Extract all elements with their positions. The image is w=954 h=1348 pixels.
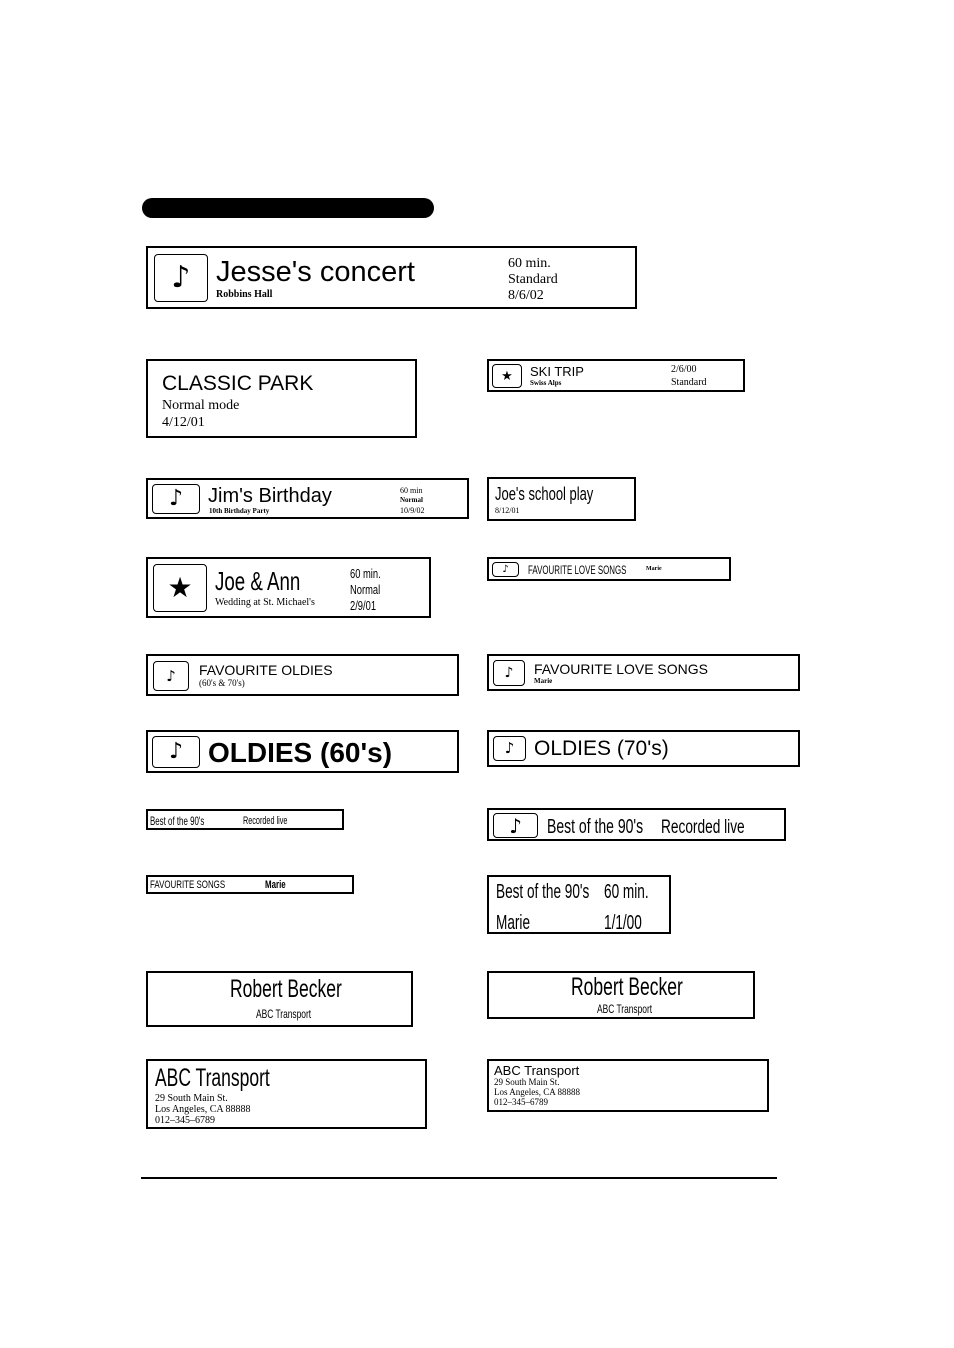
label-abc-transport [146, 1059, 427, 1129]
label-best-of-90s-two-line [487, 875, 671, 934]
label-title: Robert Becker [230, 975, 342, 1003]
star-icon: ★ [492, 364, 522, 388]
label-favourite-oldies [146, 654, 459, 696]
label-mode: Normal [350, 582, 381, 597]
label-oldies-60s [146, 730, 459, 773]
music-note-icon: ♪ [152, 736, 200, 768]
label-mode: Normal [400, 496, 423, 504]
label-subtitle: 8/12/01 [495, 506, 520, 515]
label-subtitle: Swiss Alps [530, 379, 562, 387]
address-phone: 012–345–6789 [155, 1115, 215, 1126]
label-oldies-70s [487, 730, 800, 767]
label-date: 8/6/02 [508, 288, 544, 303]
label-name: Marie [496, 912, 531, 934]
label-jims-birthday [146, 478, 469, 519]
label-favourite-love-songs [487, 654, 800, 691]
label-title: Robert Becker [571, 973, 683, 1001]
address-line-2: Los Angeles, CA 88888 [155, 1104, 251, 1115]
label-title: Joe's school play [495, 484, 594, 504]
label-robert-becker-2 [487, 971, 755, 1019]
footer-rule [141, 1177, 777, 1179]
label-mode: Normal mode [162, 398, 240, 413]
music-note-icon: ♪ [493, 660, 525, 686]
label-title: FAVOURITE SONGS [150, 879, 226, 891]
label-date: 4/12/01 [162, 415, 205, 430]
label-mode: Standard [671, 377, 707, 388]
label-subtitle: (60's & 70's) [199, 678, 245, 688]
label-name: Marie [646, 566, 662, 572]
music-note-icon: ♪ [154, 254, 208, 302]
label-length: 60 min. [604, 881, 649, 903]
music-note-icon: ♪ [153, 661, 189, 691]
label-joe-and-ann [146, 557, 431, 618]
label-title: Best of the 90's [150, 814, 205, 828]
label-title: CLASSIC PARK [162, 372, 314, 395]
music-note-icon: ♪ [493, 736, 526, 761]
label-title: FAVOURITE LOVE SONGS [534, 661, 709, 677]
label-robert-becker [146, 971, 413, 1027]
address-line-1: 29 South Main St. [155, 1093, 228, 1104]
label-title: ABC Transport [494, 1063, 580, 1078]
label-classic-park [146, 359, 417, 438]
label-subtitle: ABC Transport [597, 1002, 653, 1016]
label-subtitle: Recorded live [243, 815, 288, 827]
label-best-of-90s-small [146, 809, 344, 830]
address-phone: 012–345–6789 [494, 1097, 548, 1107]
label-title: FAVOURITE LOVE SONGS [528, 563, 627, 577]
label-ski-trip [487, 359, 745, 392]
address-line-2: Los Angeles, CA 88888 [494, 1087, 581, 1097]
label-subtitle: ABC Transport [256, 1007, 312, 1021]
label-subtitle: Recorded live [661, 817, 745, 838]
label-subtitle: Marie [534, 677, 553, 685]
label-date: 2/6/00 [671, 364, 697, 375]
label-mode: Standard [508, 272, 558, 287]
label-length: 60 min [400, 486, 423, 495]
star-icon: ★ [153, 564, 207, 612]
label-name: Marie [265, 879, 286, 891]
music-note-icon: ♪ [152, 484, 200, 514]
label-best-of-90s [487, 808, 786, 841]
music-note-icon: ♪ [493, 813, 538, 838]
label-date: 2/9/01 [350, 598, 377, 613]
label-title: Best of the 90's [496, 881, 590, 903]
label-jesses-concert [146, 246, 637, 309]
label-favourite-love-songs-small [487, 557, 731, 581]
label-abc-transport-2 [487, 1059, 769, 1112]
label-title: OLDIES (60's) [208, 737, 393, 768]
label-date: 10/9/02 [400, 506, 425, 515]
label-subtitle: Wedding at St. Michael's [215, 597, 315, 608]
label-title: Joe & Ann [215, 566, 301, 596]
label-title: FAVOURITE OLDIES [199, 662, 333, 678]
music-note-icon: ♪ [492, 562, 519, 577]
label-length: 60 min. [508, 256, 551, 271]
label-title: Best of the 90's [547, 816, 644, 838]
label-title: Jesse's concert [216, 256, 415, 288]
label-date: 1/1/00 [604, 912, 642, 934]
label-title: SKI TRIP [530, 364, 584, 379]
label-subtitle: Robbins Hall [216, 289, 273, 300]
label-joes-school-play [487, 477, 636, 521]
label-subtitle: 10th Birthday Party [209, 507, 270, 515]
label-favourite-songs [146, 875, 354, 894]
label-title: OLDIES (70's) [534, 737, 669, 760]
section-header-bar [142, 198, 434, 218]
label-title: Jim's Birthday [208, 485, 332, 507]
label-title: ABC Transport [155, 1064, 270, 1092]
label-length: 60 min. [350, 566, 381, 581]
address-line-1: 29 South Main St. [494, 1077, 560, 1087]
